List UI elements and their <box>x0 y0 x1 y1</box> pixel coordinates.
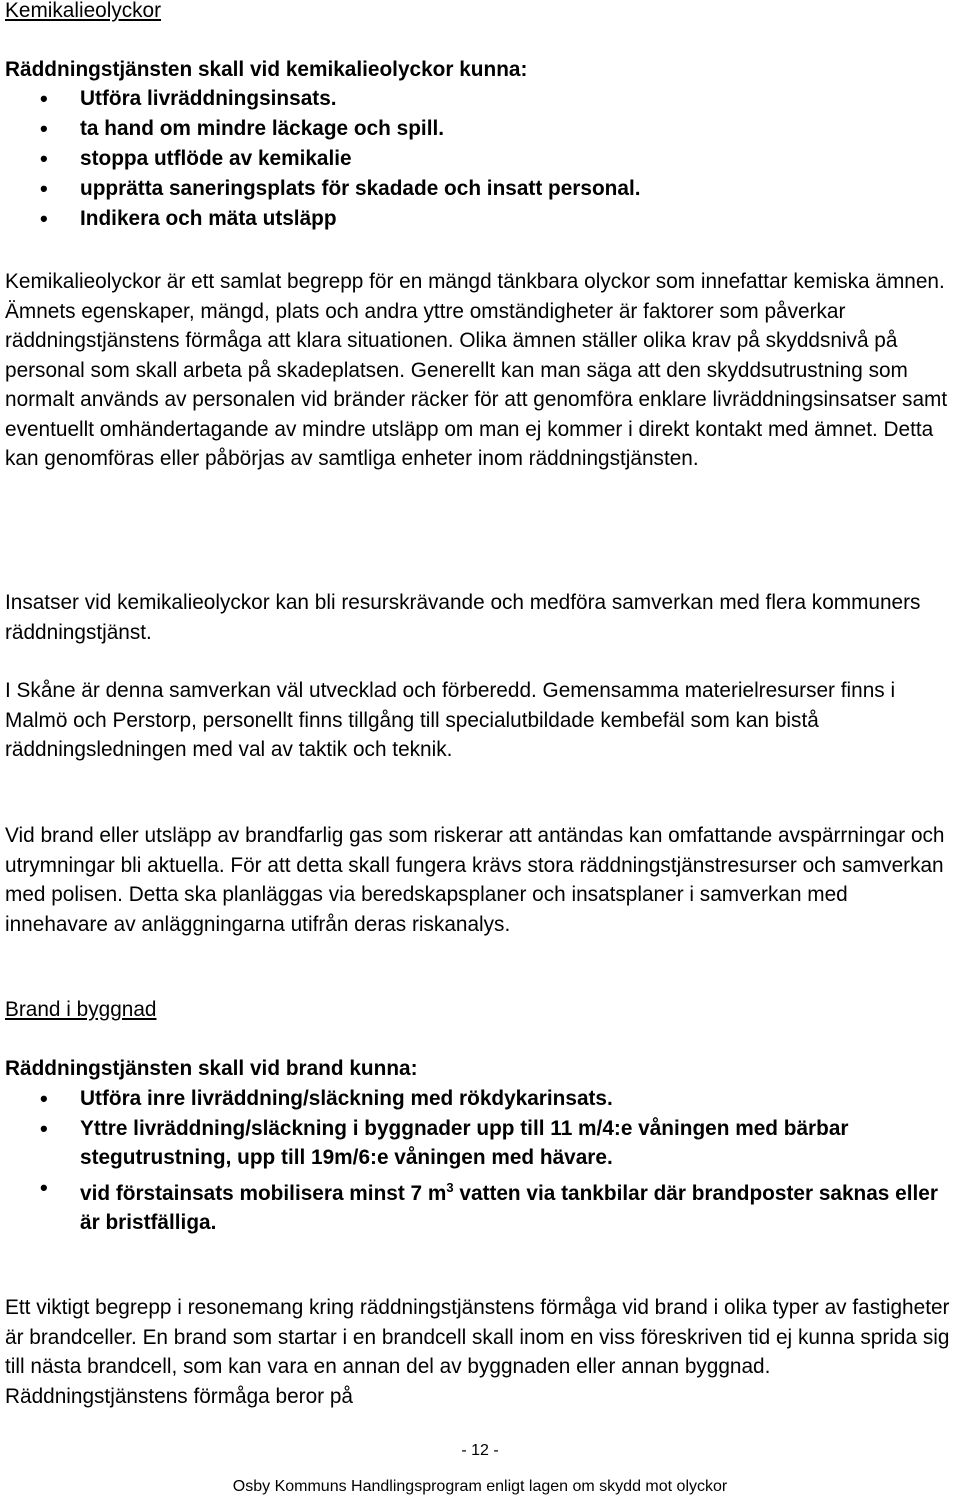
section-heading-building-fire: Brand i byggnad <box>5 998 157 1021</box>
list-item: • ta hand om mindre läckage och spill. <box>5 114 641 144</box>
list-item: • Yttre livräddning/släckning i byggnader upp till 11 m/4:e våningen med bärbar stegutrustning, upp till 19m/6:e våningen med hävare. <box>5 1114 955 1173</box>
page-footer: Osby Kommuns Handlingsprogram enligt lagen om skydd mot olyckor <box>232 1478 728 1495</box>
list-item: • Utföra inre livräddning/släckning med rökdykarinsats. <box>5 1084 955 1114</box>
paragraph-flammable-gas: Vid brand eller utsläpp av brandfarlig gas som riskerar att antändas kan omfattande avspärrningar och utrymningar bli aktuella. För att detta skall fungera krävs stora räddningstjänstresurser och samverkan med polisen. Detta ska planläggas via beredskapsplaner och insatsplaner i samverkan med innehavare av anläggningarna utifrån deras riskanalys. <box>5 824 945 936</box>
paragraph-chemical-accidents: Kemikalieolyckor är ett samlat begrepp för en mängd tänkbara olyckor som innefattar kemiska ämnen. Ämnets egenskaper, mängd, plats och andra yttre omständigheter är faktorer som påverkar räddningstjänstens förmåga att klara situationen. Olika ämnen ställer olika krav på skyddsnivå på personal som skall arbeta på skadeplatsen. Generellt kan man säga att den skyddsutrustning som normalt används av personalen vid bränder räcker för att genomföra enklare livräddningsinsatser samt eventuellt omhändertagande av mindre utsläpp om man ej kommer i direkt kontakt med ämnet. Detta kan genomföras eller påbörjas av samtliga enheter inom räddningstjänsten. <box>5 270 948 470</box>
fire-capabilities-list <box>5 1084 955 1238</box>
chemical-capabilities-list <box>5 84 641 234</box>
list-item-text: vatten via tankbilar där brandposter saknas eller är bristfälliga. <box>80 1181 938 1234</box>
list-item: • Utföra livräddningsinsats. <box>5 84 641 114</box>
paragraph-fire-cells: Ett viktigt begrepp i resonemang kring räddningstjänstens förmåga vid brand i olika typer av fastigheter är brandceller. En brand som startar i en brandcell skall inom en viss föreskriven tid ej kunna sprida sig till nästa brandcell, som kan vara en annan del av byggnaden eller annan byggnad. Räddningstjänstens förmåga beror på <box>5 1296 950 1408</box>
section-heading-chemical-accidents: Kemikalieolyckor <box>5 0 162 22</box>
paragraph-skane-cooperation: I Skåne är denna samverkan väl utvecklad och förberedd. Gemensamma materielresurser finns i Malmö och Perstorp, personellt finns tillgång till specialutbildade kembefäl som kan bistå räddningsledningen med val av taktik och teknik. <box>5 679 896 761</box>
list-item: • stoppa utflöde av kemikalie <box>5 144 641 174</box>
fire-capabilities-title: Räddningstjänsten skall vid brand kunna: <box>5 1057 418 1080</box>
chemical-capabilities-title: Räddningstjänsten skall vid kemikalieolyckor kunna: <box>5 58 528 81</box>
list-item <box>5 1173 955 1238</box>
list-item: • upprätta saneringsplats för skadade och insatt personal. <box>5 174 641 204</box>
list-item-text: vid förstainsats mobilisera minst 7 m <box>80 1181 447 1205</box>
paragraph-resource-demand: Insatser vid kemikalieolyckor kan bli resurskrävande och medföra samverkan med flera kommuners räddningstjänst. <box>5 591 921 644</box>
superscript: 3 <box>446 1179 454 1195</box>
list-item: • Indikera och mäta utsläpp <box>5 204 641 234</box>
page-number: - 12 - <box>461 1442 499 1459</box>
